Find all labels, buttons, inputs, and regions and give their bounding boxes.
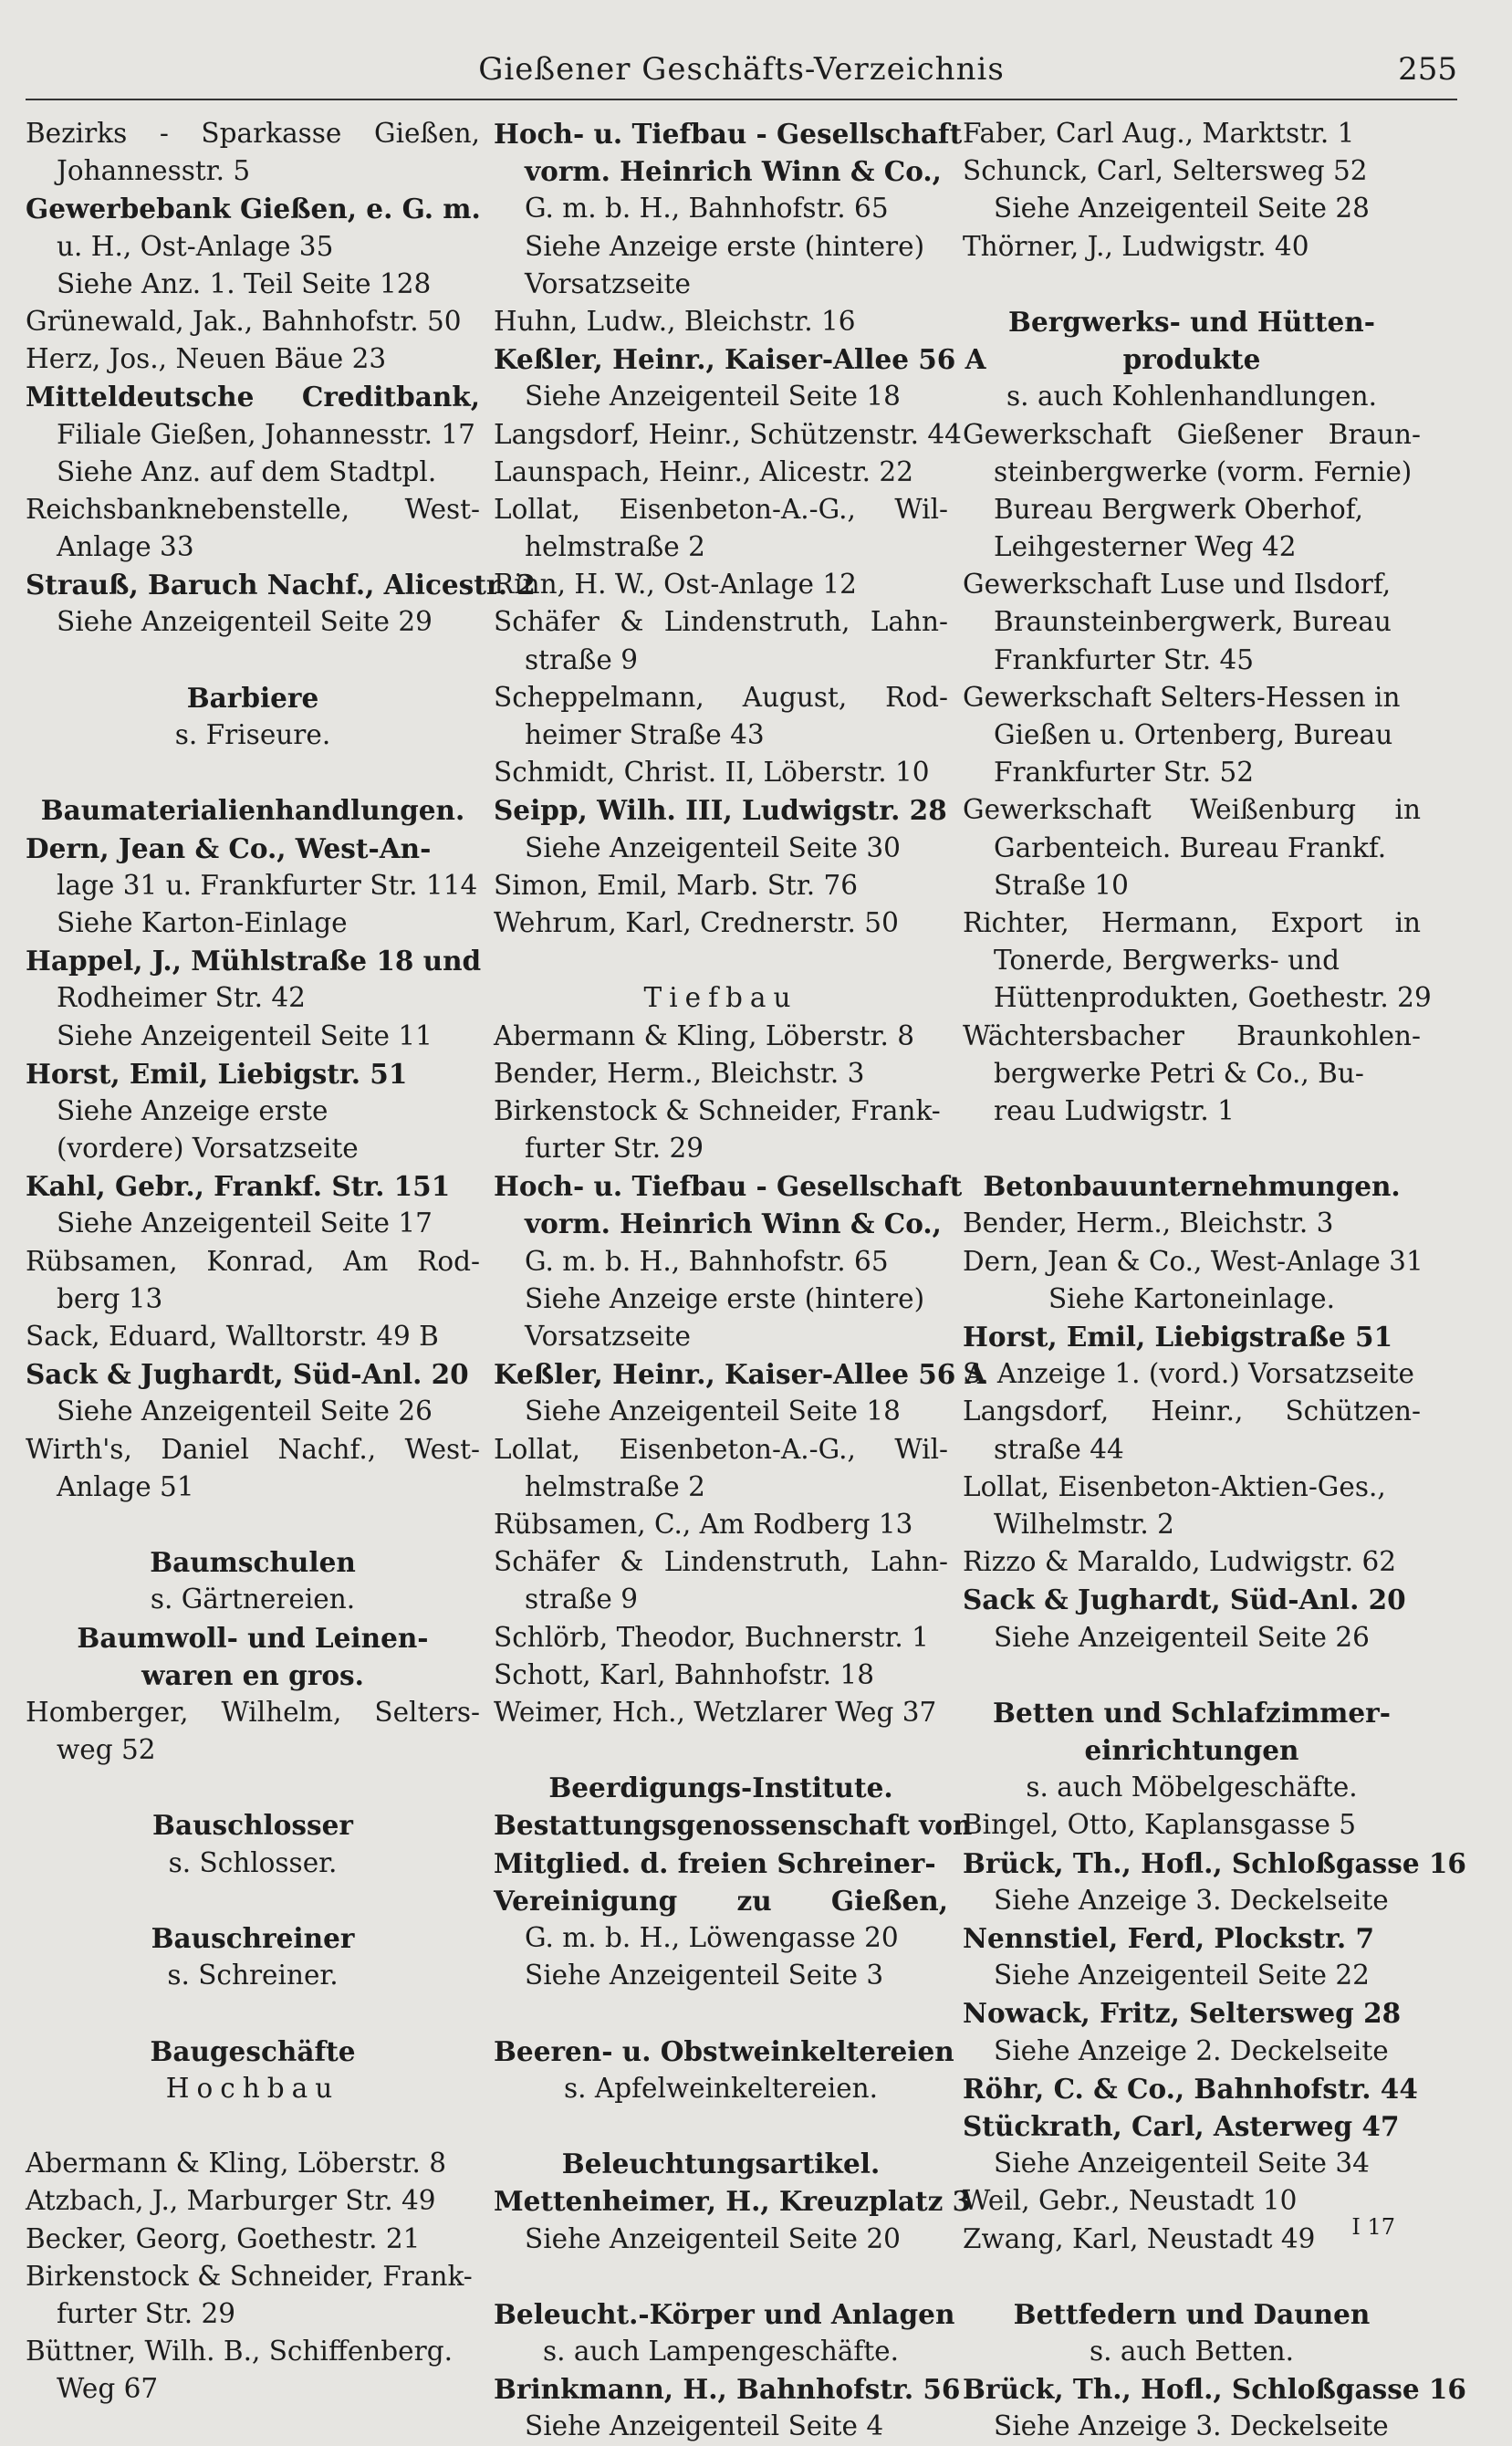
directory-line: Faber, Carl Aug., Marktstr. 1 <box>963 118 1355 149</box>
directory-line: Rübsamen, C., Am Rodberg 13 <box>494 1508 913 1540</box>
directory-line: Kahl, Gebr., Frankf. Str. 151 <box>26 1170 451 1203</box>
directory-line: Frankfurter Str. 52 <box>994 757 1255 789</box>
column-left <box>26 115 536 2408</box>
directory-line: helmstraße 2 <box>525 1470 705 1502</box>
directory-line: Siehe Anzeige erste (hintere) <box>525 1282 925 1314</box>
directory-line: Siehe Kartoneinlage. <box>1048 1282 1335 1314</box>
spacer <box>494 1731 948 1769</box>
directory-line: Birkenstock & Schneider, Frank- <box>494 1094 941 1126</box>
directory-line: Siehe Anzeigenteil Seite 4 <box>525 2410 884 2442</box>
directory-line: Bender, Herm., Bleichstr. 3 <box>494 1057 865 1089</box>
directory-line: Homberger, Wilhelm, Selters- <box>26 1696 480 1728</box>
directory-line: Stückrath, Carl, Asterweg 47 <box>963 2109 1400 2142</box>
directory-line: Hoch- u. Tiefbau - Gesellschaft <box>494 1170 963 1203</box>
section-heading: Baumaterialienhandlungen. <box>40 794 465 827</box>
page-title: Gießener Geschäfts-Verzeichnis <box>478 51 1005 88</box>
section-heading: Beleuchtungsartikel. <box>561 2148 881 2180</box>
directory-line: Siehe Anzeigenteil Seite 30 <box>525 831 901 863</box>
directory-line: (vordere) Vorsatzseite <box>57 1133 359 1165</box>
sheet-signature: I 17 <box>1351 2214 1395 2240</box>
directory-line: vorm. Heinrich Winn & Co., <box>525 1207 942 1240</box>
spacer <box>26 1882 480 1919</box>
directory-line: Hüttenprodukten, Goethestr. 29 <box>994 982 1432 1014</box>
directory-line: Anlage 51 <box>57 1470 194 1502</box>
directory-line: Gewerkschaft Selters-Hessen in <box>963 681 1401 713</box>
directory-line: Sack & Jughardt, Süd-Anl. 20 <box>963 1584 1406 1616</box>
directory-line: Thörner, J., Ludwigstr. 40 <box>963 230 1309 262</box>
directory-line: Bezirks - Sparkasse Gießen, <box>26 118 480 149</box>
section-heading: Bettfedern und Daunen <box>1013 2297 1371 2330</box>
directory-line: furter Str. 29 <box>57 2297 236 2329</box>
directory-line: Scheppelmann, August, Rod- <box>494 681 948 713</box>
directory-line: Siehe Anzeige erste <box>57 1094 328 1126</box>
directory-line: Siehe Anzeigenteil Seite 11 <box>57 1019 433 1051</box>
directory-line: Brinkmann, H., Bahnhofstr. 56 <box>494 2373 961 2406</box>
spacer <box>26 754 480 791</box>
directory-line: Schott, Karl, Bahnhofstr. 18 <box>494 1658 874 1690</box>
directory-line: Lollat, Eisenbeton-A.-G., Wil- <box>494 493 948 525</box>
directory-line: Seipp, Wilh. III, Ludwigstr. 28 <box>494 794 947 827</box>
section-heading: Betonbauunternehmungen. <box>983 1170 1401 1203</box>
directory-line: s. auch Lampengeschäfte. <box>542 2336 900 2368</box>
directory-line: Rübsamen, Konrad, Am Rod- <box>26 1245 480 1277</box>
section-heading: Baumwoll- und Leinen- <box>77 1621 429 1654</box>
directory-line: Schmidt, Christ. II, Löberstr. 10 <box>494 757 930 789</box>
directory-line: Weg 67 <box>57 2373 159 2405</box>
directory-line: Bingel, Otto, Kaplansgasse 5 <box>963 1809 1357 1841</box>
directory-line: Weil, Gebr., Neustadt 10 <box>963 2185 1298 2217</box>
directory-line: Gewerkschaft Gießener Braun- <box>963 418 1421 450</box>
directory-line: Siehe Anzeigenteil Seite 26 <box>57 1395 433 1427</box>
directory-line: Siehe Anzeigenteil Seite 3 <box>525 1960 884 1991</box>
directory-line: helmstraße 2 <box>525 531 705 563</box>
directory-line: Richter, Hermann, Export in <box>963 906 1421 938</box>
directory-line: Wehrum, Karl, Crednerstr. 50 <box>494 906 899 938</box>
spacer <box>494 942 948 979</box>
spacer <box>26 642 480 679</box>
directory-line: Vorsatzseite <box>525 267 691 299</box>
directory-line: Vorsatzseite <box>525 1321 691 1352</box>
directory-line: s. auch Möbelgeschäfte. <box>1026 1772 1358 1803</box>
directory-line: steinbergwerke (vorm. Fernie) <box>994 455 1413 487</box>
spacer <box>26 1769 480 1806</box>
directory-line: straße 9 <box>525 643 638 675</box>
directory-line: Rodheimer Str. 42 <box>57 982 306 1014</box>
directory-line: Atzbach, J., Marburger Str. 49 <box>26 2185 436 2217</box>
directory-line: Siehe Karton-Einlage <box>57 906 348 938</box>
directory-line: Lollat, Eisenbeton-Aktien-Ges., <box>963 1470 1386 1502</box>
directory-line: Siehe Anzeige erste (hintere) <box>525 230 925 262</box>
section-heading: produkte <box>1122 343 1261 376</box>
directory-line: s. Schlosser. <box>168 1846 338 1878</box>
directory-line: s. Gärtnereien. <box>150 1584 356 1615</box>
page-header <box>26 44 1457 100</box>
directory-line: Mettenheimer, H., Kreuzplatz 3 <box>494 2185 972 2218</box>
column-middle <box>494 115 986 2446</box>
spacer <box>963 1657 1421 1694</box>
directory-line: Reichsbanknebenstelle, West- <box>26 493 480 525</box>
directory-line: lage 31 u. Frankfurter Str. 114 <box>57 869 478 901</box>
directory-line: Bureau Bergwerk Oberhof, <box>994 493 1364 525</box>
directory-line: straße 9 <box>525 1584 638 1615</box>
directory-line: Tonerde, Bergwerks- und <box>994 945 1340 977</box>
directory-line: Siehe Anz. auf dem Stadtpl. <box>57 455 437 487</box>
section-heading: Beleucht.-Körper und Anlagen <box>494 2297 955 2330</box>
directory-line: Braunsteinbergwerk, Bureau <box>994 606 1392 638</box>
directory-line: Simon, Emil, Marb. Str. 76 <box>494 869 859 901</box>
directory-line: Vereinigung zu Gießen, <box>494 1884 948 1917</box>
section-heading: Barbiere <box>186 681 319 714</box>
section-heading: Beeren- u. Obstweinkeltereien <box>494 2034 954 2067</box>
directory-line: Büttner, Wilh. B., Schiffenberg. <box>26 2336 453 2368</box>
directory-line: Langsdorf, Heinr., Schützen- <box>963 1395 1421 1427</box>
section-heading: Beerdigungs-Institute. <box>548 1772 893 1804</box>
directory-line: weg 52 <box>57 1734 156 1766</box>
directory-line: s. auch Kohlenhandlungen. <box>1006 381 1377 413</box>
directory-line: Frankfurter Str. 45 <box>994 643 1255 675</box>
directory-line: Horst, Emil, Liebigstraße 51 <box>963 1321 1393 1353</box>
directory-line: Dern, Jean & Co., West-Anlage 31 <box>963 1245 1423 1277</box>
section-heading: Baugeschäfte <box>150 2034 356 2067</box>
directory-line: Huhn, Ludw., Bleichstr. 16 <box>494 305 856 337</box>
section-heading: einrichtungen <box>1084 1734 1299 1767</box>
directory-line: Grünewald, Jak., Bahnhofstr. 50 <box>26 305 462 337</box>
section-heading: Betten und Schlafzimmer- <box>993 1696 1391 1729</box>
directory-line: Johannesstr. 5 <box>57 155 251 187</box>
directory-line: Wilhelmstr. 2 <box>994 1508 1174 1540</box>
spacer <box>963 266 1421 303</box>
section-heading: Hochbau <box>165 2072 340 2104</box>
directory-line: Schäfer & Lindenstruth, Lahn- <box>494 1546 948 1578</box>
directory-line: Becker, Georg, Goethestr. 21 <box>26 2222 421 2254</box>
directory-line: straße 44 <box>994 1433 1124 1465</box>
directory-line: berg 13 <box>57 1282 163 1314</box>
directory-line: Schlörb, Theodor, Buchnerstr. 1 <box>494 1621 929 1653</box>
directory-line: Hoch- u. Tiefbau - Gesellschaft <box>494 118 963 150</box>
directory-line: s. Friseure. <box>174 719 331 750</box>
directory-line: Röhr, C. & Co., Bahnhofstr. 44 <box>963 2072 1418 2105</box>
directory-line: Zwang, Karl, Neustadt 49 <box>963 2222 1316 2254</box>
section-heading: Bauschreiner <box>151 1922 355 1954</box>
directory-line: Wirth's, Daniel Nachf., West- <box>26 1433 480 1465</box>
directory-line: Siehe Anzeigenteil Seite 17 <box>57 1207 433 1239</box>
directory-line: Bender, Herm., Bleichstr. 3 <box>963 1207 1334 1239</box>
directory-line: Gewerkschaft Luse und Ilsdorf, <box>963 569 1392 601</box>
directory-line: Keßler, Heinr., Kaiser-Allee 56 A <box>494 1358 986 1391</box>
spacer <box>494 2258 948 2295</box>
directory-line: Leihgesterner Weg 42 <box>994 531 1297 563</box>
directory-line: Launspach, Heinr., Alicestr. 22 <box>494 455 913 487</box>
directory-line: Horst, Emil, Liebigstr. 51 <box>26 1057 408 1090</box>
directory-line: Weimer, Hch., Wetzlarer Weg 37 <box>494 1696 937 1728</box>
directory-line: Mitglied. d. freien Schreiner- <box>494 1846 936 1879</box>
directory-line: Dern, Jean & Co., West-An- <box>26 831 432 864</box>
spacer <box>963 1130 1421 1167</box>
section-heading: Bergwerks- und Hütten- <box>1008 305 1375 338</box>
directory-line: Bestattungsgenossenschaft von <box>494 1809 973 1842</box>
directory-line: heimer Straße 43 <box>525 719 765 750</box>
directory-line: Anlage 33 <box>57 531 194 563</box>
directory-line: Straße 10 <box>994 869 1129 901</box>
directory-line: Birkenstock & Schneider, Frank- <box>26 2260 473 2292</box>
directory-line: Wächtersbacher Braunkohlen- <box>963 1019 1421 1051</box>
directory-line: Rizzo & Maraldo, Ludwigstr. 62 <box>963 1546 1397 1578</box>
directory-line: Nowack, Fritz, Seltersweg 28 <box>963 1997 1402 2030</box>
directory-line: Herz, Jos., Neuen Bäue 23 <box>26 343 387 375</box>
directory-line: Filiale Gießen, Johannesstr. 17 <box>57 418 475 450</box>
directory-line: Schäfer & Lindenstruth, Lahn- <box>494 606 948 638</box>
directory-line: Abermann & Kling, Löberstr. 8 <box>26 2148 447 2179</box>
page-number: 255 <box>1398 51 1457 88</box>
directory-line: Siehe Anzeigenteil Seite 29 <box>57 606 433 638</box>
directory-line: Brück, Th., Hofl., Schloßgasse 16 <box>963 1846 1466 1879</box>
directory-line: Nennstiel, Ferd, Plockstr. 7 <box>963 1922 1374 1954</box>
directory-line: Schunck, Carl, Seltersweg 52 <box>963 155 1368 187</box>
directory-line: Brück, Th., Hofl., Schloßgasse 16 <box>963 2373 1466 2406</box>
directory-line: Strauß, Baruch Nachf., Alicestr. 2 <box>26 569 536 601</box>
directory-line: S. Anzeige 1. (vord.) Vorsatzseite <box>963 1358 1415 1390</box>
directory-line: s. Apfelweinkeltereien. <box>564 2072 878 2104</box>
directory-line: G. m. b. H., Löwengasse 20 <box>525 1922 899 1953</box>
spacer <box>963 2258 1421 2295</box>
directory-line: G. m. b. H., Bahnhofstr. 65 <box>525 1245 889 1277</box>
column-right <box>963 115 1466 2446</box>
directory-line: Siehe Anzeigenteil Seite 18 <box>525 1395 901 1427</box>
spacer <box>26 1994 480 2032</box>
directory-line: Siehe Anzeigenteil Seite 18 <box>525 381 901 413</box>
directory-line: s. Schreiner. <box>167 1960 339 1991</box>
directory-line: Happel, J., Mühlstraße 18 und <box>26 945 482 977</box>
directory-line: Siehe Anzeigenteil Seite 20 <box>525 2222 901 2254</box>
spacer <box>494 1994 948 2032</box>
directory-line: Siehe Anzeigenteil Seite 34 <box>994 2148 1370 2179</box>
directory-line: Langsdorf, Heinr., Schützenstr. 44 <box>494 418 962 450</box>
spacer <box>26 1506 480 1543</box>
directory-line: vorm. Heinrich Winn & Co., <box>525 155 942 188</box>
directory-line: Siehe Anzeige 3. Deckelseite <box>994 2410 1389 2442</box>
section-heading: Bauschlosser <box>152 1809 353 1842</box>
directory-line: Siehe Anzeige 2. Deckelseite <box>994 2034 1389 2066</box>
section-heading: Baumschulen <box>150 1546 356 1579</box>
directory-line: Siehe Anzeige 3. Deckelseite <box>994 1884 1389 1916</box>
directory-line: u. H., Ost-Anlage 35 <box>57 230 334 262</box>
directory-line: Rinn, H. W., Ost-Anlage 12 <box>494 569 857 601</box>
spacer <box>26 2107 480 2145</box>
spacer <box>494 2107 948 2145</box>
directory-line: Abermann & Kling, Löberstr. 8 <box>494 1019 915 1051</box>
directory-line: furter Str. 29 <box>525 1133 704 1165</box>
directory-line: Siehe Anz. 1. Teil Seite 128 <box>57 267 432 299</box>
directory-line: Mitteldeutsche Creditbank, <box>26 381 480 413</box>
directory-line: bergwerke Petri & Co., Bu- <box>994 1057 1364 1089</box>
directory-line: s. auch Betten. <box>1089 2336 1295 2368</box>
directory-line: Sack & Jughardt, Süd-Anl. 20 <box>26 1358 469 1391</box>
directory-line: G. m. b. H., Bahnhofstr. 65 <box>525 193 889 225</box>
directory-line: Gießen u. Ortenberg, Bureau <box>994 719 1393 750</box>
directory-line: Gewerkschaft Weißenburg in <box>963 794 1421 826</box>
directory-line: reau Ludwigstr. 1 <box>994 1094 1235 1126</box>
directory-line: Siehe Anzeigenteil Seite 26 <box>994 1621 1370 1653</box>
directory-line: Gewerbebank Gießen, e. G. m. <box>26 193 481 225</box>
directory-line: Garbenteich. Bureau Frankf. <box>994 831 1387 863</box>
directory-line: Siehe Anzeigenteil Seite 28 <box>994 193 1370 225</box>
directory-line: Lollat, Eisenbeton-A.-G., Wil- <box>494 1433 948 1465</box>
section-heading: Tiefbau <box>643 982 798 1014</box>
directory-line: Siehe Anzeigenteil Seite 22 <box>994 1960 1370 1991</box>
directory-line: Keßler, Heinr., Kaiser-Allee 56 A <box>494 343 986 376</box>
directory-line: Sack, Eduard, Walltorstr. 49 B <box>26 1321 439 1352</box>
section-heading: waren en gros. <box>141 1658 364 1691</box>
